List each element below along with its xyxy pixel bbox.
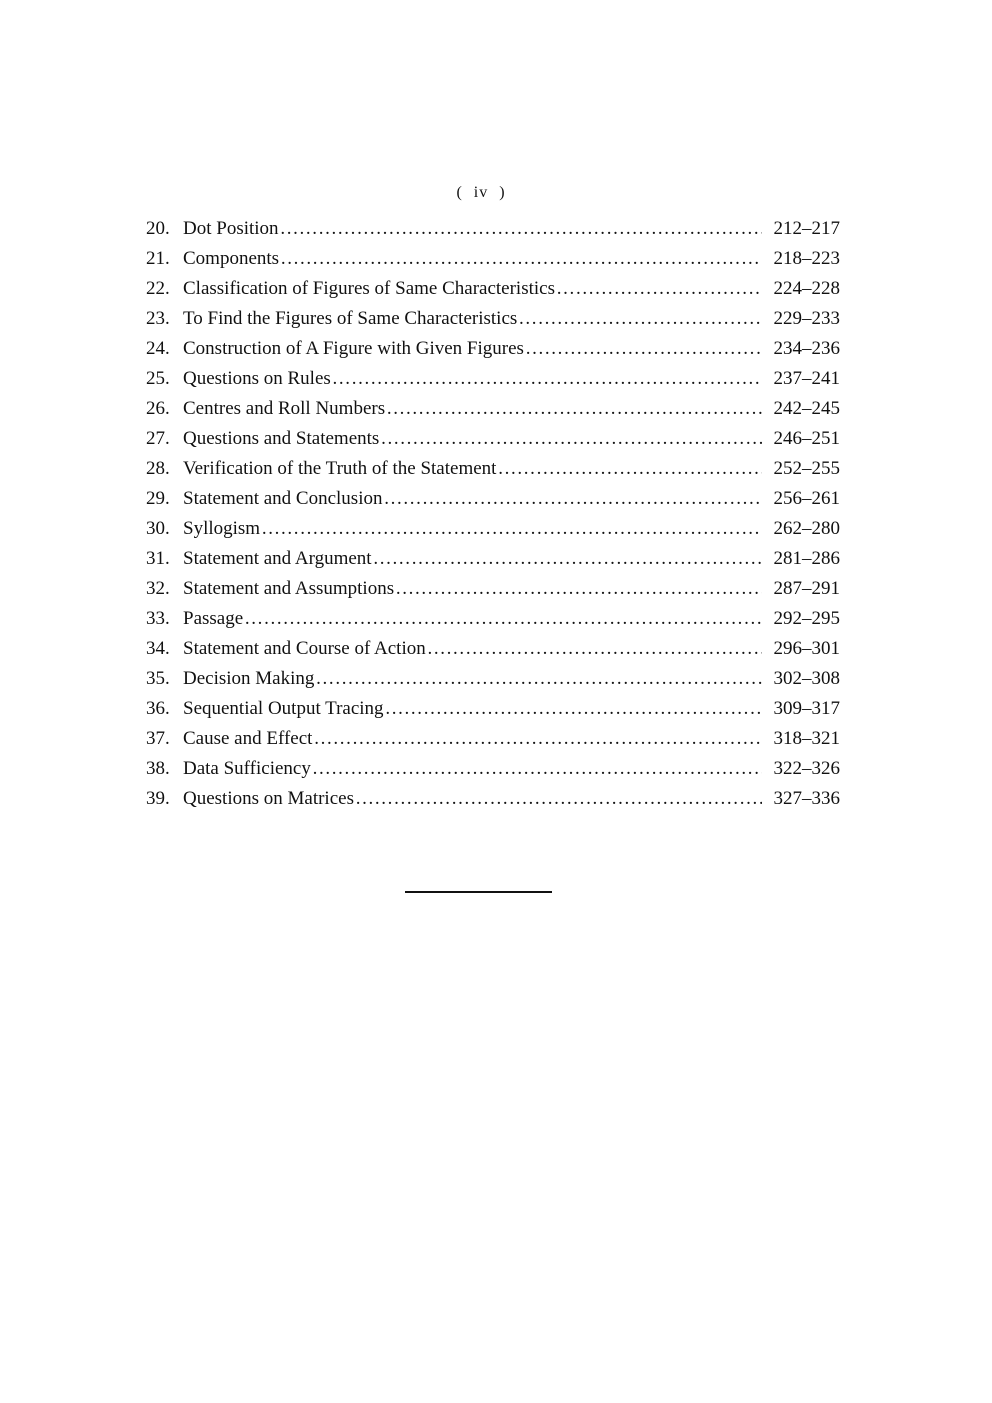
toc-entry-title: Questions on Matrices <box>183 788 354 809</box>
toc-entry-pages: 224–228 <box>773 278 840 299</box>
toc-entry[interactable] <box>146 364 840 394</box>
toc-entry-title: Questions and Statements <box>183 428 380 449</box>
toc-entry-number: 24. <box>146 338 170 359</box>
toc-entry-title: Construction of A Figure with Given Figures <box>183 338 524 359</box>
toc-entry-title: Syllogism <box>183 518 261 539</box>
toc-dot-leader <box>261 514 762 544</box>
toc-entry[interactable] <box>146 694 840 724</box>
toc-dot-leader <box>395 574 762 604</box>
toc-entry-number: 29. <box>146 488 170 509</box>
toc-entry[interactable] <box>146 544 840 574</box>
toc-entry-number: 37. <box>146 728 170 749</box>
toc-entry-title: Statement and Conclusion <box>183 488 383 509</box>
toc-entry-number: 30. <box>146 518 170 539</box>
toc-entry-number: 32. <box>146 578 170 599</box>
toc-entry-title: Classification of Figures of Same Characteristics <box>183 278 555 299</box>
toc-entry-title: Cause and Effect <box>183 728 313 749</box>
toc-entry-pages: 218–223 <box>773 248 840 269</box>
toc-entry-number: 25. <box>146 368 170 389</box>
toc-entry-pages: 292–295 <box>773 608 840 629</box>
end-divider-rule <box>405 891 552 893</box>
toc-entry-number: 27. <box>146 428 170 449</box>
toc-dot-leader <box>373 544 762 574</box>
toc-dot-leader <box>244 604 762 634</box>
toc-entry[interactable] <box>146 454 840 484</box>
toc-entry-pages: 322–326 <box>773 758 840 779</box>
toc-entry-pages: 318–321 <box>773 728 840 749</box>
toc-entry-pages: 229–233 <box>773 308 840 329</box>
toc-entry[interactable] <box>146 634 840 664</box>
toc-entry[interactable] <box>146 334 840 364</box>
toc-entry-pages: 242–245 <box>773 398 840 419</box>
toc-entry-number: 26. <box>146 398 170 419</box>
toc-dot-leader <box>280 244 762 274</box>
toc-entry-title: Data Sufficiency <box>183 758 311 779</box>
toc-entry-number: 22. <box>146 278 170 299</box>
toc-entry-pages: 302–308 <box>773 668 840 689</box>
toc-entry-pages: 309–317 <box>773 698 840 719</box>
toc-entry[interactable] <box>146 214 840 244</box>
toc-entry-title: Decision Making <box>183 668 315 689</box>
toc-entry-number: 20. <box>146 218 170 239</box>
toc-dot-leader <box>332 364 762 394</box>
toc-entry[interactable] <box>146 484 840 514</box>
toc-entry-title: Centres and Roll Numbers <box>183 398 386 419</box>
toc-entry-pages: 296–301 <box>773 638 840 659</box>
toc-entry-number: 31. <box>146 548 170 569</box>
toc-entry-number: 39. <box>146 788 170 809</box>
toc-entry-pages: 287–291 <box>773 578 840 599</box>
table-of-contents <box>146 214 840 814</box>
toc-dot-leader <box>315 664 762 694</box>
toc-dot-leader <box>355 784 762 814</box>
toc-dot-leader <box>518 304 762 334</box>
toc-dot-leader <box>556 274 762 304</box>
toc-dot-leader <box>497 454 762 484</box>
toc-entry-title: Questions on Rules <box>183 368 331 389</box>
toc-entry-title: Components <box>183 248 280 269</box>
toc-entry-pages: 246–251 <box>773 428 840 449</box>
toc-entry-number: 36. <box>146 698 170 719</box>
toc-entry[interactable] <box>146 514 840 544</box>
toc-entry-title: Verification of the Truth of the Statement <box>183 458 497 479</box>
toc-entry-pages: 212–217 <box>773 218 840 239</box>
toc-entry-title: Dot Position <box>183 218 279 239</box>
toc-dot-leader <box>383 484 762 514</box>
toc-dot-leader <box>427 634 762 664</box>
page-number: ( iv ) <box>456 184 506 201</box>
toc-entry-number: 34. <box>146 638 170 659</box>
toc-dot-leader <box>386 394 762 424</box>
toc-entry-number: 23. <box>146 308 170 329</box>
toc-dot-leader <box>380 424 762 454</box>
toc-entry-number: 28. <box>146 458 170 479</box>
toc-entry[interactable] <box>146 574 840 604</box>
toc-entry-pages: 234–236 <box>773 338 840 359</box>
toc-entry-number: 35. <box>146 668 170 689</box>
toc-entry[interactable] <box>146 304 840 334</box>
toc-entry[interactable] <box>146 274 840 304</box>
toc-entry-pages: 327–336 <box>773 788 840 809</box>
toc-dot-leader <box>280 214 762 244</box>
toc-entry-number: 38. <box>146 758 170 779</box>
toc-entry[interactable] <box>146 604 840 634</box>
toc-entry-title: To Find the Figures of Same Characteristics <box>183 308 518 329</box>
toc-entry[interactable] <box>146 424 840 454</box>
toc-entry-title: Sequential Output Tracing <box>183 698 384 719</box>
toc-entry-pages: 281–286 <box>773 548 840 569</box>
toc-entry[interactable] <box>146 394 840 424</box>
toc-dot-leader <box>313 724 762 754</box>
toc-entry[interactable] <box>146 244 840 274</box>
toc-dot-leader <box>312 754 762 784</box>
toc-entry-title: Statement and Assumptions <box>183 578 395 599</box>
toc-entry-pages: 256–261 <box>773 488 840 509</box>
toc-entry-pages: 237–241 <box>773 368 840 389</box>
toc-entry-number: 33. <box>146 608 170 629</box>
toc-entry[interactable] <box>146 784 840 814</box>
toc-entry-pages: 262–280 <box>773 518 840 539</box>
toc-entry[interactable] <box>146 724 840 754</box>
toc-dot-leader <box>525 334 762 364</box>
toc-entry-title: Statement and Course of Action <box>183 638 426 659</box>
toc-entry-title: Passage <box>183 608 244 629</box>
toc-entry[interactable] <box>146 664 840 694</box>
toc-entry-number: 21. <box>146 248 170 269</box>
toc-entry[interactable] <box>146 754 840 784</box>
toc-entry-title: Statement and Argument <box>183 548 372 569</box>
toc-entry-pages: 252–255 <box>773 458 840 479</box>
toc-dot-leader <box>385 694 762 724</box>
